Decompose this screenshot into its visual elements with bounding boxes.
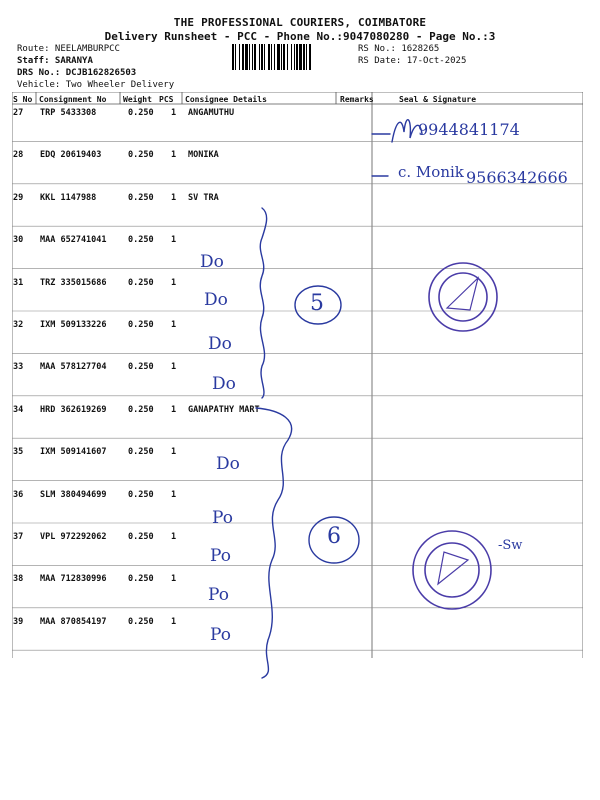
col-header-consignment: Consignment No bbox=[39, 95, 107, 104]
group-count-1: 5 bbox=[310, 291, 324, 316]
cell-weight: 0.250 bbox=[128, 108, 154, 118]
cell-pcs: 1 bbox=[171, 447, 177, 458]
handwritten-name: c. Monik bbox=[398, 163, 464, 181]
cell-consignee: ANGAMUTHU bbox=[188, 108, 235, 118]
col-header-remarks: Remarks bbox=[340, 95, 374, 104]
cell-consignment: KKL 1147988 bbox=[40, 192, 97, 203]
cell-sno: 31 bbox=[13, 277, 24, 288]
cell-weight: 0.250 bbox=[128, 235, 154, 246]
cell-consignment: IXM 509133226 bbox=[40, 320, 107, 330]
cell-sno: 35 bbox=[13, 447, 24, 458]
cell-consignment: TRP 5433308 bbox=[40, 108, 97, 118]
ditto-mark: Po bbox=[208, 585, 229, 605]
ditto-mark: Do bbox=[208, 334, 232, 354]
cell-weight: 0.250 bbox=[128, 532, 154, 542]
cell-pcs: 1 bbox=[171, 532, 177, 542]
cell-sno: 37 bbox=[13, 532, 24, 542]
cell-pcs: 1 bbox=[171, 616, 177, 627]
cell-pcs: 1 bbox=[171, 108, 177, 118]
ditto-mark: Po bbox=[212, 508, 233, 528]
cell-consignment: VPL 972292062 bbox=[40, 532, 107, 542]
cell-pcs: 1 bbox=[171, 362, 177, 373]
handwritten-phone-1: 9944841174 bbox=[418, 120, 520, 139]
cell-consignee: GANAPATHY MART bbox=[188, 404, 260, 415]
cell-sno: 27 bbox=[13, 108, 24, 118]
cell-weight: 0.250 bbox=[128, 320, 154, 330]
cell-sno: 38 bbox=[13, 574, 24, 585]
cell-consignment: HRD 362619269 bbox=[40, 404, 107, 415]
rs-date: RS Date: 17-Oct-2025 bbox=[358, 56, 467, 66]
col-header-seal: Seal & Signature bbox=[399, 95, 477, 104]
cell-sno: 33 bbox=[13, 362, 24, 373]
cell-consignee: MONIKA bbox=[188, 150, 219, 161]
ditto-mark: Po bbox=[210, 546, 231, 566]
vehicle-label: Vehicle: Two Wheeler Delivery bbox=[17, 80, 175, 90]
drs-number: DRS No.: DCJB162826503 bbox=[17, 68, 137, 78]
cell-sno: 30 bbox=[13, 235, 24, 246]
cell-consignment: IXM 509141607 bbox=[40, 447, 107, 458]
runsheet-title: Delivery Runsheet - PCC - Phone No.:9047080280 - Page No.:3 bbox=[104, 30, 496, 43]
cell-weight: 0.250 bbox=[128, 362, 154, 373]
col-header-pcs: PCS bbox=[159, 95, 174, 104]
cell-consignment: EDQ 20619403 bbox=[40, 150, 102, 161]
cell-consignment: TRZ 335015686 bbox=[40, 277, 107, 288]
ditto-mark: Do bbox=[216, 454, 240, 474]
company-name: THE PROFESSIONAL COURIERS, COIMBATORE bbox=[173, 16, 427, 29]
ditto-mark: Do bbox=[200, 252, 224, 272]
cell-consignment: MAA 652741041 bbox=[40, 235, 107, 246]
cell-sno: 29 bbox=[13, 192, 24, 203]
col-header-sno: S No bbox=[13, 95, 33, 104]
handwritten-phone-2: 9566342666 bbox=[466, 168, 568, 187]
rs-number: RS No.: 1628265 bbox=[358, 44, 440, 54]
cell-sno: 28 bbox=[13, 150, 24, 161]
cell-pcs: 1 bbox=[171, 192, 177, 203]
cell-consignment: MAA 712830996 bbox=[40, 574, 107, 585]
cell-weight: 0.250 bbox=[128, 150, 154, 161]
cell-consignee: SV TRA bbox=[188, 192, 219, 203]
cell-sno: 32 bbox=[13, 320, 24, 330]
ditto-mark: Do bbox=[204, 290, 228, 310]
cell-pcs: 1 bbox=[171, 320, 177, 330]
staff-label: Staff: SARANYA bbox=[17, 56, 93, 66]
stamp-note: -Sw bbox=[498, 538, 523, 553]
cell-weight: 0.250 bbox=[128, 277, 154, 288]
cell-consignment: MAA 870854197 bbox=[40, 616, 107, 627]
cell-sno: 36 bbox=[13, 489, 24, 500]
cell-weight: 0.250 bbox=[128, 404, 154, 415]
cell-weight: 0.250 bbox=[128, 192, 154, 203]
ditto-mark: Do bbox=[212, 374, 236, 394]
cell-pcs: 1 bbox=[171, 150, 177, 161]
cell-consignment: SLM 380494699 bbox=[40, 489, 107, 500]
cell-pcs: 1 bbox=[171, 235, 177, 246]
cell-pcs: 1 bbox=[171, 404, 177, 415]
col-header-weight: Weight bbox=[123, 95, 152, 104]
cell-weight: 0.250 bbox=[128, 489, 154, 500]
cell-pcs: 1 bbox=[171, 489, 177, 500]
cell-weight: 0.250 bbox=[128, 574, 154, 585]
group-count-2: 6 bbox=[327, 524, 341, 549]
ditto-mark: Po bbox=[210, 625, 231, 645]
cell-consignment: MAA 578127704 bbox=[40, 362, 107, 373]
barcode bbox=[232, 44, 352, 70]
col-header-consignee: Consignee Details bbox=[185, 95, 267, 104]
cell-weight: 0.250 bbox=[128, 447, 154, 458]
cell-pcs: 1 bbox=[171, 574, 177, 585]
cell-weight: 0.250 bbox=[128, 616, 154, 627]
cell-pcs: 1 bbox=[171, 277, 177, 288]
route-label: Route: NEELAMBURPCC bbox=[17, 44, 120, 54]
cell-sno: 39 bbox=[13, 616, 24, 627]
cell-sno: 34 bbox=[13, 404, 24, 415]
